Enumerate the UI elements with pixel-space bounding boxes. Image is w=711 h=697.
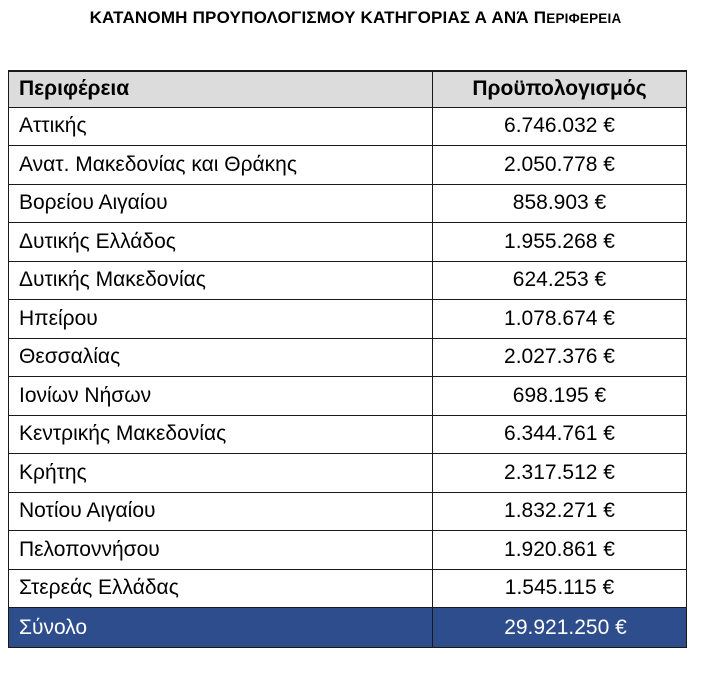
region-cell: Ανατ. Μακεδονίας και Θράκης [9, 146, 433, 185]
budget-cell: 698.195 € [433, 377, 687, 416]
budget-cell: 858.903 € [433, 184, 687, 223]
table-row [9, 184, 687, 223]
total-row [9, 608, 687, 648]
title-small-caps: ΕΡΙΦΕΡΕΙΑ [546, 11, 622, 26]
region-cell: Βορείου Αιγαίου [9, 184, 433, 223]
region-cell: Στερεάς Ελλάδας [9, 569, 433, 608]
region-cell: Νοτίου Αιγαίου [9, 492, 433, 531]
region-cell: Αττικής [9, 107, 433, 146]
table-row [9, 569, 687, 608]
region-cell: Κεντρικής Μακεδονίας [9, 415, 433, 454]
budget-cell: 2.027.376 € [433, 338, 687, 377]
budget-cell: 2.317.512 € [433, 454, 687, 493]
table-header-row [9, 71, 687, 107]
table-row [9, 261, 687, 300]
budget-cell: 624.253 € [433, 261, 687, 300]
table-row [9, 492, 687, 531]
region-cell: Ηπείρου [9, 300, 433, 339]
table-row [9, 531, 687, 570]
budget-cell: 1.832.271 € [433, 492, 687, 531]
table-row [9, 146, 687, 185]
budget-cell: 6.746.032 € [433, 107, 687, 146]
budget-cell: 1.920.861 € [433, 531, 687, 570]
budget-table [8, 70, 687, 648]
table-row [9, 223, 687, 262]
region-cell: Θεσσαλίας [9, 338, 433, 377]
region-cell: Δυτικής Ελλάδος [9, 223, 433, 262]
column-header-budget: Προϋπολογισμός [433, 71, 687, 107]
total-label: Σύνολο [9, 608, 433, 648]
table-row [9, 338, 687, 377]
title-cap-letter: Π [533, 8, 547, 27]
region-cell: Ιονίων Νήσων [9, 377, 433, 416]
column-header-region: Περιφέρεια [9, 71, 433, 107]
title-main: ΚΑΤΑΝΟΜΗ ΠΡΟΥΠΟΛΟΓΙΣΜΟΥ ΚΑΤΗΓΟΡΙΑΣ Α ΑΝΆ [89, 8, 534, 27]
total-value: 29.921.250 € [433, 608, 687, 648]
budget-cell: 1.545.115 € [433, 569, 687, 608]
table-row [9, 415, 687, 454]
document-title [0, 8, 711, 28]
budget-cell: 1.955.268 € [433, 223, 687, 262]
table-row [9, 377, 687, 416]
budget-cell: 1.078.674 € [433, 300, 687, 339]
region-cell: Κρήτης [9, 454, 433, 493]
table-row [9, 454, 687, 493]
budget-cell: 6.344.761 € [433, 415, 687, 454]
table-row [9, 300, 687, 339]
region-cell: Πελοποννήσου [9, 531, 433, 570]
budget-cell: 2.050.778 € [433, 146, 687, 185]
region-cell: Δυτικής Μακεδονίας [9, 261, 433, 300]
table-row [9, 107, 687, 146]
